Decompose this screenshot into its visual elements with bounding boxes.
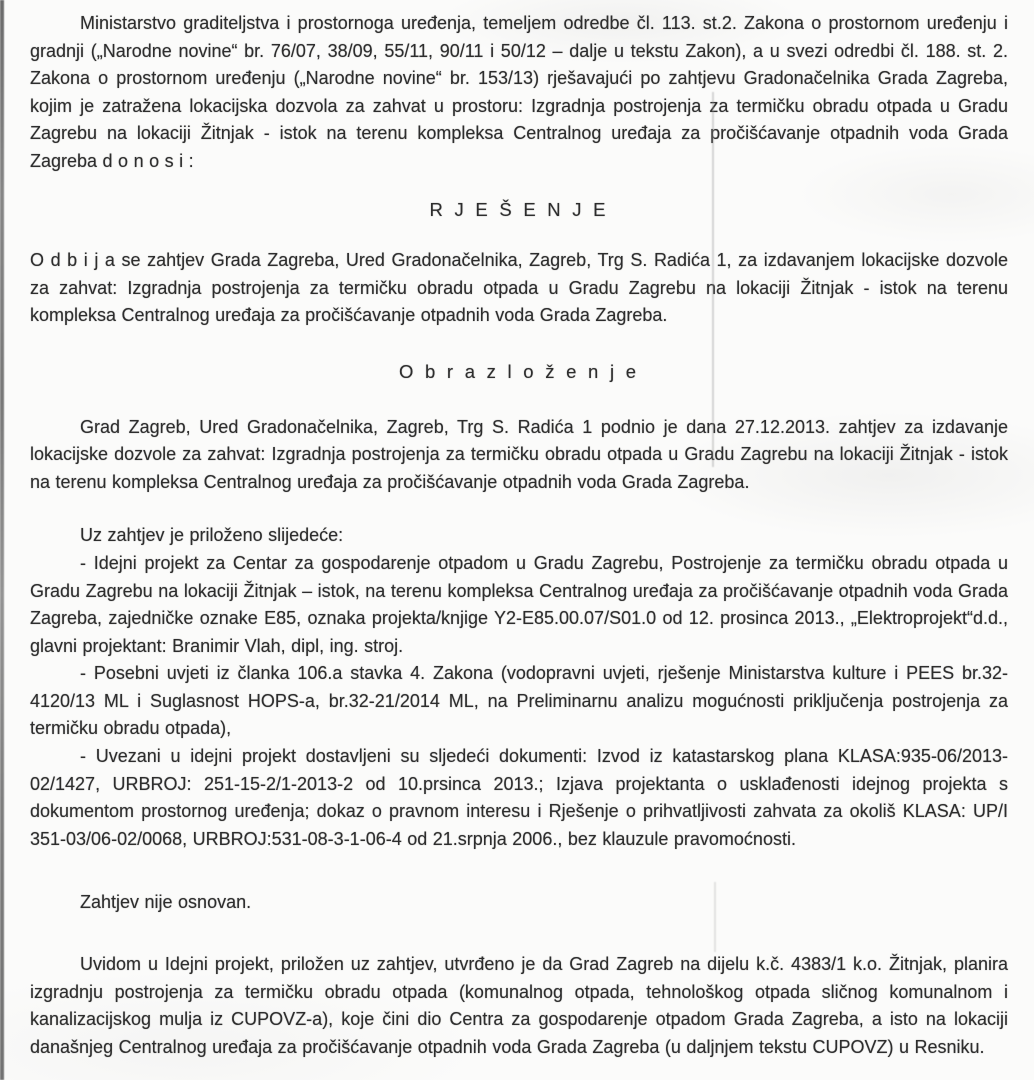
- scan-crease-line-lower: [714, 882, 716, 952]
- heading-obrazlozenje: O b r a z l o ž e n j e: [398, 360, 640, 382]
- heading-rjesenje: R J E Š E N J E: [429, 198, 609, 220]
- paragraph-idejni-projekt-item: - Idejni projekt za Centar za gospodarenje otpadom u Gradu Zagrebu, Postrojenje za termičku obradu otpada u Gradu Zagrebu na lokaciji Žitnjak – istok, na terenu kompleksa Centralnog uređaja za pročišćavanje otpadnih voda Grada Zagreba, zajedničke oznake E85, oznaka projekta/knjige Y2-E85.00.07/S01.0 od 12. prosinca 2013., „Elektroprojekt“d.d., glavni projektant: Branimir Vlah, dipl, ing. stroj.: [30, 552, 1008, 656]
- paragraph-posebni-uvjeti-item: - Posebni uvjeti iz članka 106.a stavka 4. Zakona (vodopravni uvjeti, rješenje Ministarstva kulture i PEES br.32-4120/13 ML i Suglasnost HOPS-a, br.32-21/2014 ML, na Preliminarnu analizu mogućnosti priključenja postrojenja za termičku obradu otpada),: [30, 663, 1008, 739]
- paragraph-ministry-intro: Ministarstvo graditeljstva i prostornoga uređenja, temeljem odredbe čl. 113. st.2. Zakona o prostornom uređenju i gradnji („Narodne novine“ br. 76/07, 38/09, 55/11, 90/11 i 50/12 – dalje u tekstu Zakon), a u svezi odredbi čl. 188. st. 2. Zakona o prostornom uređenju („Narodne novine“ br. 153/13) rješavajući po zahtjevu Gradonačelnika Grada Zagreba, kojim je zatražena lokacijska dozvola za zahvat u prostoru: Izgradnja postrojenja za termičku obradu otpada u Gradu Zagrebu na lokaciji Žitnjak - istok na terenu kompleksa Centralnog uređaja za pročišćavanje otpadnih voda Grada Zagreba d o n o s i :: [30, 13, 1008, 171]
- paragraph-odbija-decision: O d b i j a se zahtjev Grada Zagreba, Ured Gradonačelnika, Zagreb, Trg S. Radića 1, za izdavanjem lokacijske dozvole za zahvat: Izgradnja postrojenja za termičku obradu otpada u Gradu Zagrebu na lokaciji Žitnjak - istok na terenu kompleksa Centralnog uređaja za pročišćavanje otpadnih voda Grada Zagreba.: [30, 250, 1008, 326]
- paragraph-uvezani-dokumenti-item: - Uvezani u idejni projekt dostavljeni su sljedeći dokumenti: Izvod iz katastarskog plana KLASA:935-06/2013-02/1427, URBROJ: 251-15-2/1-2013-2 od 10.prsinca 2013.; Izjava projektanta o usklađenosti idejnog projekta s dokumentom prostornog uređenja; dokaz o pravnom interesu i Rješenje o prihvatljivosti zahvata za okoliš KLASA: UP/I 351-03/06-02/0068, URBROJ:531-08-3-1-06-4 od 21.srpnja 2006., bez klauzule pravomoćnosti.: [30, 746, 1008, 849]
- scan-crease-line: [712, 92, 714, 467]
- paragraph-grad-zagreb-request: Grad Zagreb, Ured Gradonačelnika, Zagreb, Trg S. Radića 1 podnio je dana 27.12.2013. zahtjev za izdavanje lokacijske dozvole za zahvat: Izgradnja postrojenja za termičku obradu otpada u Gradu Zagrebu na lokaciji Žitnjak - istok na terenu kompleksa Centralnog uređaja za pročišćavanje otpadnih voda Grada Zagreba.: [30, 416, 1008, 492]
- paragraph-uvidom-findings: Uvidom u Idejni projekt, priložen uz zahtjev, utvrđeno je da Grad Zagreb na dijelu k.č. 4383/1 k.o. Žitnjak, planira izgradnju postrojenja za termičku obradu otpada (komunalnog otpada, tehnološkog otpada sličnog komunalnom i kanalizacijskog mulja iz CUPOVZ-a), koje čini dio Centra za gospodarenje otpadom Grada Zagreba, a isto na lokaciji današnjeg Centralnog uređaja za pročišćavanje otpadnih voda Grada Zagreba (u daljnjem tekstu CUPOVZ) u Resniku.: [30, 954, 1008, 1057]
- scan-edge-artifact: [0, 0, 4, 1080]
- paragraph-zahtjev-nije-osnovan: Zahtjev nije osnovan.: [80, 892, 252, 913]
- paragraph-uz-zahtjev: Uz zahtjev je priloženo slijedeće:: [80, 525, 344, 546]
